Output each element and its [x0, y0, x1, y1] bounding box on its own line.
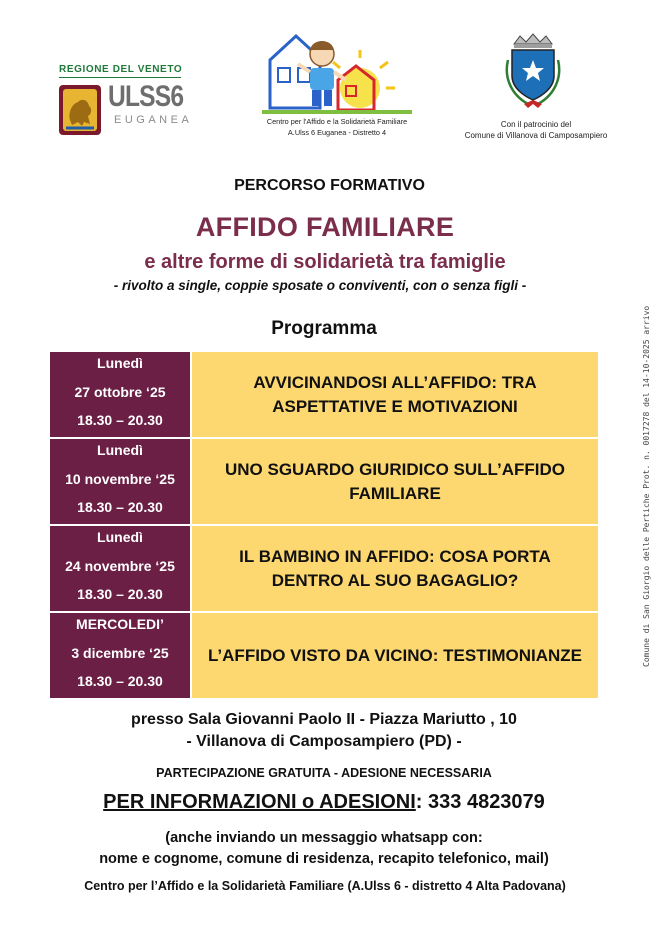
- schedule-topic: IL BAMBINO IN AFFIDO: COSA PORTA DENTRO AL SUO BAGAGLIO?: [192, 526, 598, 611]
- schedule-topic: L’AFFIDO VISTO DA VICINO: TESTIMONIANZE: [192, 613, 598, 698]
- schedule-row: [50, 439, 598, 524]
- schedule-date-cell: [50, 526, 190, 611]
- schedule-date: 24 novembre ‘25: [65, 558, 175, 574]
- target-audience: - rivolto a single, coppie sposate o conviventi, con o senza figli -: [113, 278, 527, 293]
- course-label: PERCORSO FORMATIVO: [234, 177, 425, 194]
- centro-logo-line1: Centro per l'Affido e la Solidarietà Familiare: [266, 117, 408, 126]
- contact-note-line1: (anche inviando un messaggio whatsapp con:: [165, 830, 483, 846]
- protocol-stamp-text: Comune di San Giorgio delle Pertiche Prot. n. 0017278 del 14-10-2025 arrivo: [642, 305, 651, 667]
- schedule-row: [50, 526, 598, 611]
- schedule-time: 18.30 – 20.30: [77, 673, 163, 689]
- ulss-name: ULSS6: [108, 80, 184, 113]
- schedule-day: Lunedì: [97, 442, 143, 458]
- schedule-date-cell: [50, 439, 190, 524]
- child-house-sun-icon: [262, 28, 412, 116]
- programma-heading: Programma: [271, 318, 377, 339]
- venue-line1: presso Sala Giovanni Paolo II - Piazza Mariutto , 10: [131, 711, 517, 728]
- patrocinio-line1: Con il patrocinio del: [500, 120, 572, 129]
- schedule-date: 10 novembre ‘25: [65, 471, 175, 487]
- contact-label: PER INFORMAZIONI o ADESIONI: [103, 791, 416, 813]
- regione-veneto-label: REGIONE DEL VENETO: [59, 64, 183, 75]
- venue-info: [0, 709, 648, 753]
- schedule-row: [50, 613, 598, 698]
- organizer-footer: Centro per l’Affido e la Solidarietà Familiare (A.Ulss 6 - distretto 4 Alta Padovana): [84, 879, 566, 893]
- page-subtitle: e altre forme di solidarietà tra famiglie: [144, 251, 506, 273]
- contact-note: [0, 828, 648, 870]
- contact-line: [0, 791, 648, 814]
- schedule-date: 27 ottobre ‘25: [74, 384, 166, 400]
- schedule-date-cell: [50, 352, 190, 437]
- ulss6-logo: [56, 62, 193, 142]
- schedule-time: 18.30 – 20.30: [77, 412, 163, 428]
- schedule-date-cell: [50, 613, 190, 698]
- schedule-date: 3 dicembre ‘25: [71, 645, 169, 661]
- schedule-topic: AVVICINANDOSI ALL’AFFIDO: TRA ASPETTATIVE E MOTIVAZIONI: [192, 352, 598, 437]
- schedule-day: Lunedì: [97, 529, 143, 545]
- centro-logo-caption: [262, 116, 412, 138]
- schedule-time: 18.30 – 20.30: [77, 499, 163, 515]
- ulss-subtitle: EUGANEA: [114, 114, 193, 126]
- participation-note: PARTECIPAZIONE GRATUITA - ADESIONE NECESSARIA: [156, 766, 492, 780]
- patrocinio-caption: [456, 119, 616, 141]
- schedule-row: [50, 352, 598, 437]
- logo-divider: [59, 77, 181, 78]
- contact-phone[interactable]: 333 4823079: [428, 791, 545, 813]
- patrocinio-line2: Comune di Villanova di Camposampiero: [464, 131, 608, 140]
- lion-crest-icon: [58, 84, 102, 136]
- comune-crest-icon: [504, 30, 562, 110]
- comune-patrocinio-logo: [456, 30, 626, 145]
- centro-affido-logo: [262, 28, 412, 150]
- schedule-time: 18.30 – 20.30: [77, 586, 163, 602]
- contact-separator: :: [415, 791, 423, 813]
- schedule-day: MERCOLEDI’: [76, 616, 164, 632]
- page-title: AFFIDO FAMILIARE: [195, 212, 455, 242]
- venue-line2: - Villanova di Camposampiero (PD) -: [186, 733, 462, 750]
- contact-note-line2: nome e cognome, comune di residenza, recapito telefonico, mail): [99, 851, 549, 867]
- schedule-topic: UNO SGUARDO GIURIDICO SULL’AFFIDO FAMILIARE: [192, 439, 598, 524]
- schedule-day: Lunedì: [97, 355, 143, 371]
- protocol-stamp: [640, 255, 654, 667]
- centro-logo-line2: A.Ulss 6 Euganea - Distretto 4: [287, 128, 387, 137]
